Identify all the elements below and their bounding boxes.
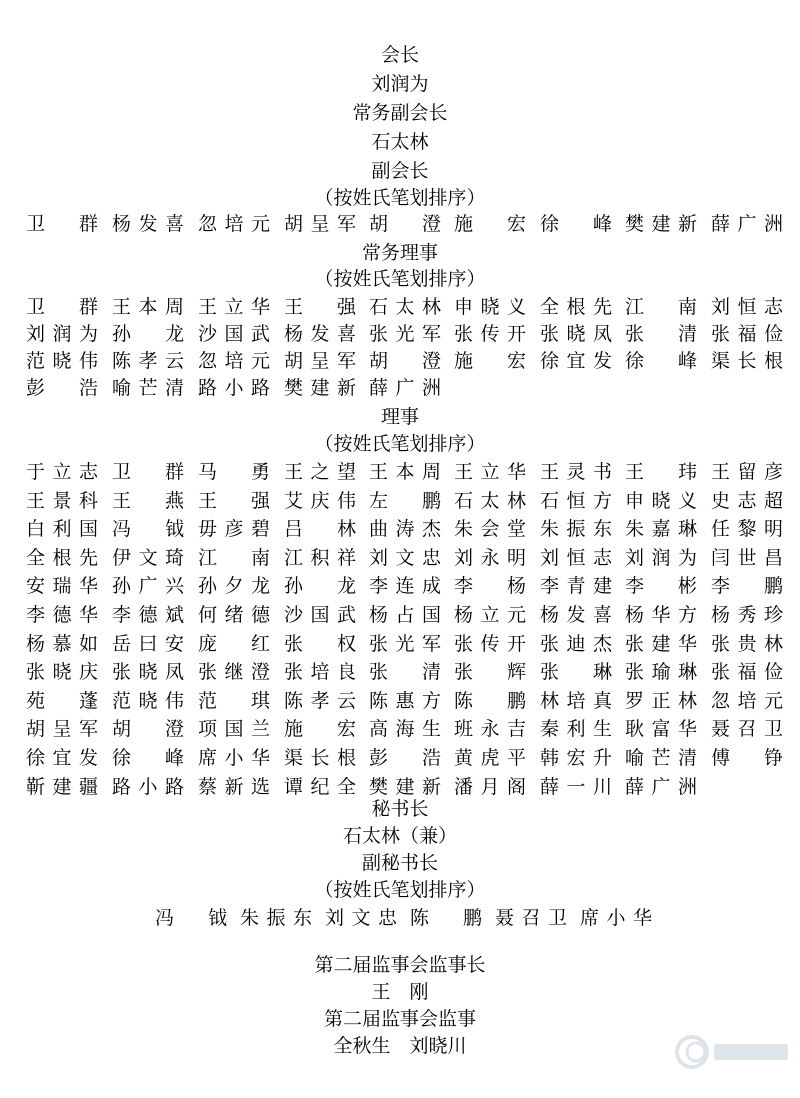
member-name: 全根先 — [26, 546, 98, 569]
member-name: 徐宜发 — [26, 747, 98, 769]
supervisor-chief-name: 王 刚 — [371, 981, 429, 1003]
member-name: 石太林 — [369, 296, 441, 318]
member-name: 张贵林 — [711, 632, 783, 655]
member-name: 罗正林 — [625, 689, 697, 712]
member-name: 张光军 — [369, 632, 441, 655]
member-name: 申晓义 — [625, 489, 697, 512]
exec-vp-name: 石太林 — [371, 131, 429, 153]
member-name: 施宏 — [454, 350, 526, 372]
director-row — [0, 717, 800, 741]
member-name: 白利国 — [26, 518, 98, 541]
member-name: 胡澄 — [369, 350, 441, 372]
member-name: 杨发喜 — [112, 213, 184, 235]
member-name: 冯钺 — [155, 907, 227, 929]
director-row — [0, 689, 800, 713]
director-row — [0, 632, 800, 656]
member-name: 王留彦 — [711, 461, 783, 483]
member-name: 陈鹏 — [410, 907, 482, 929]
member-name: 朱振东 — [540, 518, 612, 541]
member-name: 张晓凤 — [540, 323, 612, 345]
member-name: 聂召卫 — [495, 907, 567, 929]
member-name: 施宏 — [284, 718, 356, 741]
member-name: 刘永明 — [454, 546, 526, 569]
member-name: 薛广洲 — [625, 775, 697, 798]
member-name: 胡呈军 — [26, 718, 98, 741]
member-name: 朱嘉琳 — [625, 518, 697, 541]
member-name: 闫世昌 — [711, 546, 783, 569]
member-name: 刘润为 — [26, 323, 98, 345]
member-name: 申晓义 — [454, 296, 526, 318]
member-name: 孙龙 — [112, 323, 184, 345]
directors-title: 理事 — [380, 406, 419, 428]
member-name: 王之望 — [284, 461, 356, 483]
member-name: 薛一川 — [540, 775, 612, 798]
member-name: 杨发喜 — [284, 323, 356, 345]
member-name: 黄虎平 — [454, 747, 526, 769]
director-row — [0, 517, 800, 541]
member-name: 刘文忠 — [325, 907, 397, 929]
secretary-general-title: 秘书长 — [371, 798, 429, 820]
member-name: 江南 — [198, 546, 270, 569]
member-name: 张清 — [369, 661, 441, 684]
member-name: 杨秀珍 — [711, 604, 783, 626]
member-name: 喻芒清 — [625, 747, 697, 769]
deputy-sg-row — [0, 906, 800, 930]
member-name: 曲涛杰 — [369, 518, 441, 541]
member-name: 李杨 — [454, 575, 526, 598]
member-name: 忽培元 — [198, 213, 270, 235]
member-name: 张清 — [625, 323, 697, 345]
member-name: 卫群 — [26, 296, 98, 318]
member-name: 张光军 — [369, 323, 441, 345]
member-name: 王强 — [284, 296, 356, 318]
member-name: 陈孝云 — [112, 350, 184, 372]
member-name: 何绪德 — [198, 604, 270, 626]
member-name: 王立华 — [198, 296, 270, 318]
member-name: 胡澄 — [112, 718, 184, 741]
member-name: 王灵书 — [540, 461, 612, 483]
supervisors-names: 全秋生 刘晓川 — [333, 1035, 467, 1057]
exec-director-row — [0, 295, 800, 319]
member-name: 张传开 — [454, 632, 526, 655]
member-name: 项国兰 — [198, 718, 270, 741]
member-name: 张权 — [284, 632, 356, 655]
exec-director-row — [0, 349, 800, 373]
member-name: 于立志 — [26, 461, 98, 483]
member-name: 沙国武 — [198, 323, 270, 345]
member-name: 李鹏 — [711, 575, 783, 598]
member-name: 孙广兴 — [112, 575, 184, 598]
directors-sort-note: （按姓氏笔划排序） — [314, 433, 486, 455]
member-name: 杨华方 — [625, 604, 697, 626]
watermark-logo — [674, 1032, 794, 1076]
member-name: 胡澄 — [369, 213, 441, 235]
member-name: 胡呈军 — [284, 213, 356, 235]
member-name: 施宏 — [454, 213, 526, 235]
member-name: 任黎明 — [711, 518, 783, 541]
member-name: 徐宜发 — [540, 350, 612, 372]
member-name: 谭纪全 — [284, 775, 356, 798]
member-name: 庞红 — [198, 632, 270, 655]
member-name: 史志超 — [711, 489, 783, 512]
member-name: 张继澄 — [198, 661, 270, 684]
member-name: 王景科 — [26, 489, 98, 512]
director-row — [0, 775, 800, 799]
member-name: 张迪杰 — [540, 632, 612, 655]
member-name: 安瑞华 — [26, 575, 98, 598]
member-name: 聂召卫 — [711, 718, 783, 741]
member-name: 范晓伟 — [112, 689, 184, 712]
member-name: 林培真 — [540, 689, 612, 712]
member-name: 喻芒清 — [112, 377, 184, 399]
member-name: 渠长根 — [284, 747, 356, 769]
member-name: 沙国武 — [284, 604, 356, 626]
member-name: 范琪 — [198, 689, 270, 712]
member-name: 陈鹏 — [454, 689, 526, 712]
member-name: 张晓庆 — [26, 661, 98, 684]
member-name: 王立华 — [454, 461, 526, 483]
supervisor-chief-title: 第二届监事会监事长 — [314, 954, 486, 976]
member-name: 陈孝云 — [284, 689, 356, 712]
member-name: 张福俭 — [711, 661, 783, 684]
member-name: 张晓凤 — [112, 661, 184, 684]
member-name: 高海生 — [369, 718, 441, 741]
member-name: 彭浩 — [369, 747, 441, 769]
member-name: 伊文琦 — [112, 546, 184, 569]
member-name: 朱振东 — [240, 907, 312, 929]
member-name: 张瑜琳 — [625, 661, 697, 684]
member-name: 李德华 — [26, 604, 98, 626]
member-name: 忽培元 — [711, 689, 783, 712]
member-name: 彭浩 — [26, 377, 98, 399]
member-name: 陈惠方 — [369, 689, 441, 712]
exec-director-row — [0, 376, 800, 400]
member-name: 江南 — [625, 296, 697, 318]
member-name: 忽培元 — [198, 350, 270, 372]
director-row — [0, 460, 800, 484]
exec-director-row — [0, 322, 800, 346]
member-name: 李青建 — [540, 575, 612, 598]
member-name: 王强 — [198, 489, 270, 512]
member-name: 杨立元 — [454, 604, 526, 626]
member-name: 王本周 — [369, 461, 441, 483]
member-name: 刘文忠 — [369, 546, 441, 569]
member-name: 胡呈军 — [284, 350, 356, 372]
president-name: 刘润为 — [371, 73, 429, 95]
member-name: 傅铮 — [711, 747, 783, 769]
member-name: 张传开 — [454, 323, 526, 345]
member-name: 岳曰安 — [112, 632, 184, 655]
member-name: 樊建新 — [284, 377, 356, 399]
member-name: 王燕 — [112, 489, 184, 512]
member-name: 席小华 — [580, 907, 652, 929]
member-name: 艾庆伟 — [284, 489, 356, 512]
member-name: 卫群 — [26, 213, 98, 235]
member-name: 靳建疆 — [26, 775, 98, 798]
member-name: 朱会堂 — [454, 518, 526, 541]
member-name: 毋彦碧 — [198, 518, 270, 541]
member-name: 左鹏 — [369, 489, 441, 512]
member-name: 樊建新 — [369, 775, 441, 798]
member-name: 石恒方 — [540, 489, 612, 512]
director-row — [0, 660, 800, 684]
secretary-general-name: 石太林（兼） — [342, 825, 457, 847]
member-name: 张辉 — [454, 661, 526, 684]
member-name: 薛广洲 — [369, 377, 441, 399]
member-name: 卫群 — [112, 461, 184, 483]
member-name: 刘润为 — [625, 546, 697, 569]
member-name: 王本周 — [112, 296, 184, 318]
member-name: 马勇 — [198, 461, 270, 483]
member-name: 班永吉 — [454, 718, 526, 741]
director-row — [0, 603, 800, 627]
deputy-sg-sort-note: （按姓氏笔划排序） — [314, 879, 486, 901]
director-row — [0, 546, 800, 570]
member-name: 薛广洲 — [711, 213, 783, 235]
member-name: 杨发喜 — [540, 604, 612, 626]
member-name: 刘恒志 — [540, 546, 612, 569]
member-name: 张琳 — [540, 661, 612, 684]
president-title: 会长 — [380, 44, 419, 66]
member-name: 江积祥 — [284, 546, 356, 569]
member-name: 韩宏升 — [540, 747, 612, 769]
member-name: 石太林 — [454, 489, 526, 512]
member-name: 路小路 — [112, 775, 184, 798]
exec-directors-title: 常务理事 — [361, 242, 438, 264]
member-name: 杨占国 — [369, 604, 441, 626]
member-name: 刘恒志 — [711, 296, 783, 318]
member-name: 杨慕如 — [26, 632, 98, 655]
member-name: 冯钺 — [112, 518, 184, 541]
member-name: 秦利生 — [540, 718, 612, 741]
member-name: 李德斌 — [112, 604, 184, 626]
director-row — [0, 746, 800, 770]
vp-sort-note: （按姓氏笔划排序） — [314, 187, 486, 209]
deputy-sg-title: 副秘书长 — [361, 852, 438, 874]
member-name: 徐峰 — [112, 747, 184, 769]
member-name: 李连成 — [369, 575, 441, 598]
member-name: 徐峰 — [625, 350, 697, 372]
member-name: 范晓伟 — [26, 350, 98, 372]
member-name: 李彬 — [625, 575, 697, 598]
member-name: 路小路 — [198, 377, 270, 399]
member-name: 张培良 — [284, 661, 356, 684]
member-name: 王玮 — [625, 461, 697, 483]
member-name: 蔡新选 — [198, 775, 270, 798]
director-row — [0, 489, 800, 513]
member-name: 张福俭 — [711, 323, 783, 345]
director-row — [0, 574, 800, 598]
member-name: 耿富华 — [625, 718, 697, 741]
member-name: 孙龙 — [284, 575, 356, 598]
vp-row — [0, 212, 800, 236]
exec-directors-sort-note: （按姓氏笔划排序） — [314, 268, 486, 290]
exec-vp-title: 常务副会长 — [352, 102, 448, 124]
member-name: 席小华 — [198, 747, 270, 769]
member-name: 孙夕龙 — [198, 575, 270, 598]
vp-title: 副会长 — [371, 160, 429, 182]
supervisors-title: 第二届监事会监事 — [323, 1008, 476, 1030]
member-name: 苑蓬 — [26, 689, 98, 712]
member-name: 全根先 — [540, 296, 612, 318]
member-name: 潘月阁 — [454, 775, 526, 798]
member-name: 吕林 — [284, 518, 356, 541]
member-name: 张建华 — [625, 632, 697, 655]
member-name: 渠长根 — [711, 350, 783, 372]
member-name: 樊建新 — [625, 213, 697, 235]
member-name: 徐峰 — [540, 213, 612, 235]
